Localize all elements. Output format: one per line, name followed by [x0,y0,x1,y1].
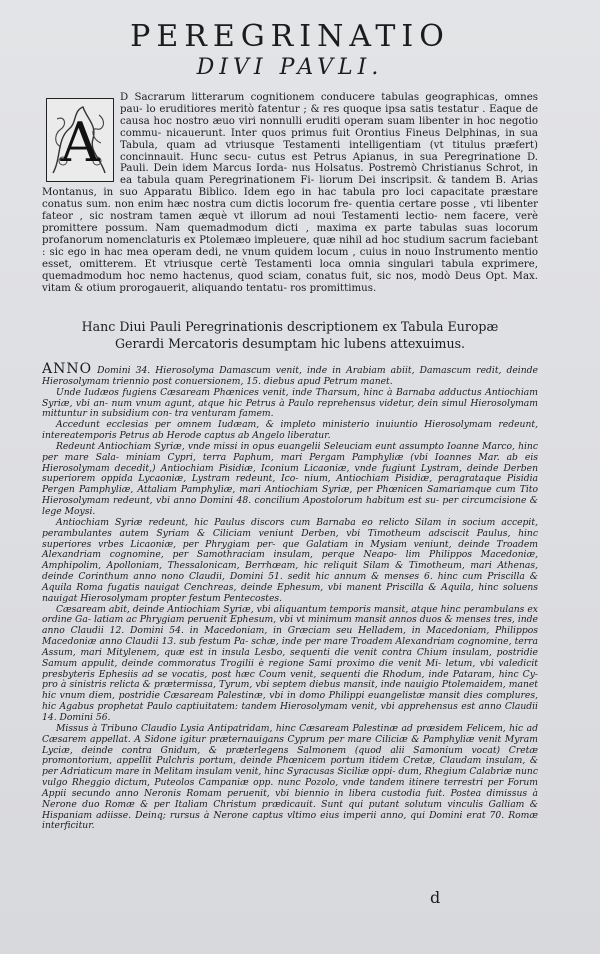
itinerary-paragraph-2: Unde Iudæos fugiens Cæsaream Phœnices venit, inde Tharsum, hinc à Barnaba adductus Antiochiam Syriæ, vbi an- num vnum agunt, atque hic Petrus à Paulo reprehensus videtur, dein simul Hierosolymam mittuntur in subsidium con- tra venturam famem. [42,386,538,420]
intro-section [42,92,538,298]
signature-mark: d [430,888,441,907]
itinerary-paragraph-7: Missus à Tribuno Claudio Lysia Antipatridam, hinc Cæsaream Palestinæ ad præsidem Felicem, hic ad Cæsarem appellat. A Sidone igitur præternauigans Cyprum per mare Ciliciæ & Pamphyliæ venit Myram Lyciæ, deinde contra Gnidum, & præterlegens Salmonem (quod alii Samonium vocat) Cretæ promontorium, appellit Pulchris portum, deinde Phœnicem portum itidem Cretæ, Claudam insulam, & per Adriaticum mare in Melitam insulam venit, hinc Syracusas Siciliæ oppi- dum, Rhegium Calabriæ nunc vulgo Rheggio dictum, Puteolos Campaniæ opp. nunc Pozolo, vnde tandem itinere terrestri per Forum Appii secundo anno Neronis Romam peruenit, vbi biennio in libera custodia fuit. Postea dimissus à Nerone duo Romæ & per Italiam Christum prædicauit. Sunt qui putant solutum vinculis Galliam & Hispaniam adiisse. Deinq; rursus à Nerone captus vltimo eius imperii anno, qui Domini erat 70. Romæ interficitur. [42,722,538,832]
itinerary-paragraph-1: ANNO Domini 34. Hierosolyma Damascum venit, inde in Arabiam abiit, Damascum redit, deinde Hierosolymam triennio post conuersionem, 15. diebus apud Petrum manet. [42,361,538,387]
decorated-initial-icon [46,98,114,182]
itinerary-paragraph-3: Accedunt ecclesias per omnem Iudæam, & impleto ministerio inuiuntio Hierosolymam redeunt, intereatemporis Petrus ab Herode captus ab Angelo liberatur. [42,419,538,442]
itinerary-text [42,361,538,832]
title-line-1: PEREGRINATIO [130,19,450,54]
subtitle-line-2: Gerardi Mercatoris desumptam hic lubens attexuimus. [114,336,466,351]
itinerary-paragraph-4: Redeunt Antiochiam Syriæ, vnde missi in opus euangelii Seleuciam eunt assumpto Ioanne Marco, hinc per mare Sala- miniam Cypri, terra Paphum, mari Pergam Pamphyliæ (vbi Ioannes Mar. ab eis Hierosolymam decedit,) Antiochiam Pisidiæ, Iconium Licaoniæ, vnde fugiunt Lystram, deinde Derben superiorem oppida Lycaoniæ, Lystram redeunt, Ico- nium, Antiochiam Pisidiæ, peragrataque Pisidia Pergen Pamphyliæ, Attaliam Pamphyliæ, mari Antiochiam Syriæ, per Phœnicen Samariamque cum Tito Hierosolymam redeunt, vbi anno Domini 48. concilium Apostolorum habitum est su- per circumcisione & lege Moysi. [42,440,538,517]
subtitle-line-1: Hanc Diui Pauli Peregrinationis descriptionem ex Tabula Europæ [81,319,499,334]
itinerary-paragraph-5: Antiochiam Syriæ redeunt, hic Paulus discors cum Barnaba eo relicto Silam in socium accepit, perambulantes autem Syriam & Ciliciam veniunt Derben, vbi Timotheum adsciscit Paulus, hinc superiores vrbes Licaoniæ, per Phrygiam per- que Galatiam in Mysiam veniunt, deinde Troadem Alexandriam cognomine, per Samothraciam insulam, perque Neapo- lim Philippos Macedoniæ, Amphipolim, Apolloniam, Thessalonicam, Berrhœam, hic reliquit Silam & Timotheum, mari Athenas, deinde Corinthum anno nono Claudii, Domini 51. sedit hic annum & menses 6. hinc cum Priscilla & Aquila Roma fugatis nauigat Cenchreas, deinde Ephesum, vbi manent Priscilla & Aquila, hinc soluens nauigat Hierosolymam propter festum Pentecostes. [42,516,538,604]
opening-word: ANNO [42,361,93,377]
subtitle [42,318,538,352]
itinerary-paragraph-6: Cæsaream abit, deinde Antiochiam Syriæ, vbi aliquantum temporis mansit, atque hinc perambulans ex ordine Ga- latiam ac Phrygiam peruenit Ephesum, vbi vt minimum mansit annos duos & menses tres, inde anno Claudii 12. Domini 54. in Macedoniam, in Græciam seu Helladem, in Macedoniam, Philippos Macedoniæ anno Claudii 13. sub festum Pa- schæ, inde per mare Troadem Alexandriam cognomine, terra Assum, mari Mitylenem, quæ est in insula Lesbo, sequenti die venit contra Chium insulam, postridie Samum appulit, deinde commoratus Trogilii è regione Sami proximo die venit Mi- letum, vbi valedicit presbyteris Ephesiis ad se vocatis, post hæc Coum venit, sequenti die Rhodum, inde Pataram, hinc Cy- pro à sinistris relicta & prætermissa, Tyrum, vbi septem diebus mansit, inde nauigio Ptolemaidem, manet hic vnum diem, postridie Cæsaream Palestinæ, vbi in domo Philippi euangelistæ mansit dies complures, hic Agabus prophetat Paulo captiuitatem: tandem Hierosolymam venit, vbi apprehensus est anno Claudii 14. Domini 56. [42,603,538,723]
title-line-2: DIVI PAVLI. [196,55,384,80]
svg-text:A: A [60,111,100,174]
intro-paragraph: D Sacrarum litterarum cognitionem conducere tabulas geographicas, omnes pau- lo eruditiores meritò fatentur ; & res quoque ipsa satis testatur . Eaque de causa hoc nostro æuo viri nonnulli eruditi operam suam libenter in hoc negotio commu- nicauerunt. Inter quos primus fuit Orontius Fineus Delphinas, in sua Tabula, quam ad vtriusque Testamenti intelligentiam (vt titulus præfert) concinnauit. Hunc secu- cutus est Petrus Apianus, in sua Peregrinatione D. Pauli. Dein idem Marcus Iorda- nus Holsatus. Postremò Christianus Schrot, in ea tabula quam Peregrinationem Fi- liorum Dei inscripsit. & tandem B. Arias Montanus, in suo Apparatu Biblico. Idem ego in hac tabula pro loci capacitate præstare conatus sum. non enim hæc nostra cum dictis locorum fre- quentia certare posse , vti libenter fateor , sic nostram tamen æquè vt illorum ad noui Testamenti lectio- nem facere, verè promittere possum. Nam quemadmodum dicti , maxima ex parte tabulas suas locorum profanorum nomenclaturis ex Ptolemæo impleuere, quæ nihil ad hoc studium sacrum faciebant : sic ego in hac mea operam dedi, ne vnum quidem locum , cuius in nouo Instrumento mentio esset, omitterem. Et vtriusque certè Testamenti loca omnia singulari tabula exprimere, quemadmodum hoc nemo hactenus, quod sciam, conatus fuit, sic nos, modò Deus Opt. Max. vitam & otium prorogauerit, aliquando tentatu- ros promittimus. [42,92,538,294]
